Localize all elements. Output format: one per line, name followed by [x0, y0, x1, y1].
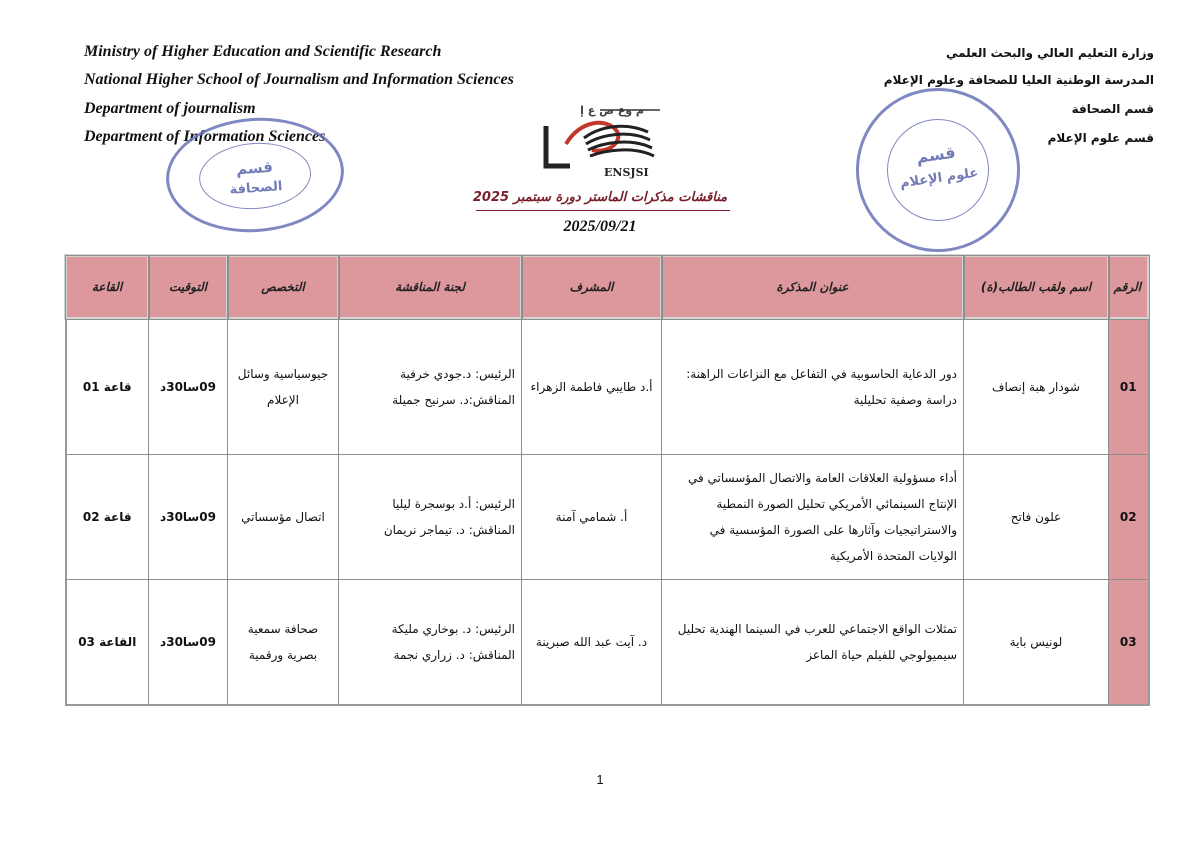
table-header-row	[66, 256, 1149, 319]
table-row	[66, 455, 1149, 580]
ministry-en: Ministry of Higher Education and Scientific Research	[84, 43, 442, 60]
table-row	[66, 319, 1149, 455]
student-name: علون فاتح	[964, 455, 1109, 580]
school-en: National Higher School of Journalism and Information Sciences	[84, 71, 514, 88]
department-journalism-en: Department of journalism	[84, 100, 256, 117]
specialty: جيوسياسية وسائل الإعلام	[228, 319, 339, 455]
committee-examiner: المناقش:د. سرنيح جميلة	[392, 393, 515, 407]
col-header-specialty: التخصص	[228, 256, 339, 319]
table-row	[66, 580, 1149, 705]
row-number: 02	[1109, 455, 1149, 580]
logo-latin-text: ENSJSI	[604, 166, 649, 179]
page-title: مناقشات مذكرات الماستر دورة سبتمبر 2025	[472, 190, 728, 205]
col-header-room: القاعة	[66, 256, 149, 319]
committee	[339, 580, 522, 705]
department-information-ar: قسم علوم الإعلام	[1047, 131, 1154, 145]
student-name: شودار هبة إنصاف	[964, 319, 1109, 455]
time: 09سا30د	[149, 455, 228, 580]
thesis-title: دور الدعاية الحاسوبية في التفاعل مع النزاعات الراهنة: دراسة وصفية تحليلية	[662, 319, 964, 455]
col-header-supervisor: المشرف	[522, 256, 662, 319]
supervisor: أ. شمامي آمنة	[522, 455, 662, 580]
logo-graphic	[540, 100, 666, 180]
committee-president: الرئيس: د.جودي خرفية	[400, 367, 515, 381]
defense-schedule-table	[64, 254, 1150, 706]
committee-president: الرئيس: د. بوخاري مليكة	[391, 621, 515, 636]
department-journalism-ar: قسم الصحافة	[1071, 102, 1154, 116]
col-header-number: الرقم	[1109, 256, 1149, 319]
defense-date: 2025/09/21	[563, 218, 637, 235]
title-underline	[476, 210, 730, 211]
logo-arabic-text: م وع ص ع إ	[580, 104, 644, 117]
stamp-word: قسم	[235, 157, 274, 179]
committee-examiner: المناقش: د. زراري نجمة	[393, 647, 515, 662]
col-header-student: اسم ولقب الطالب(ة)	[964, 256, 1109, 319]
col-header-committee: لجنة المناقشة	[339, 256, 522, 319]
thesis-title: تمثلات الواقع الاجتماعي للعرب في السينما الهندية تحليل سيميولوجي للفيلم حياة الماعز	[662, 580, 964, 705]
col-header-time: التوقيت	[149, 256, 228, 319]
room: قاعة 02	[66, 455, 149, 580]
supervisor: د. آيت عبد الله صبرينة	[522, 580, 662, 705]
col-header-thesis-title: عنوان المذكرة	[662, 256, 964, 319]
information-department-stamp	[845, 77, 1030, 262]
specialty: صحافة سمعية بصرية ورقمية	[228, 580, 339, 705]
row-number: 03	[1109, 580, 1149, 705]
specialty: اتصال مؤسساتي	[228, 455, 339, 580]
time: 09سا30د	[149, 580, 228, 705]
school-logo	[540, 100, 666, 180]
committee	[339, 319, 522, 455]
stamp-word: قسم	[915, 142, 957, 167]
student-name: لونيس باية	[964, 580, 1109, 705]
committee-president: الرئيس: أ.د بوسجرة ليليا	[392, 497, 515, 511]
school-ar: المدرسة الوطنية العليا للصحافة وعلوم الإعلام	[883, 73, 1154, 87]
time: 09سا30د	[149, 319, 228, 455]
row-number: 01	[1109, 319, 1149, 455]
page-number: 1	[596, 772, 604, 787]
committee	[339, 455, 522, 580]
stamp-word: علوم الإعلام	[899, 165, 980, 192]
supervisor: أ.د طايبي فاطمة الزهراء	[522, 319, 662, 455]
ministry-ar: وزارة التعليم العالي والبحث العلمي	[945, 46, 1154, 60]
department-information-en: Department of Information Sciences	[84, 128, 326, 145]
committee-examiner: المناقش: د. تيماجر نريمان	[383, 523, 515, 537]
stamp-word: الصحافة	[229, 179, 283, 198]
room: القاعة 03	[66, 580, 149, 705]
thesis-title: أداء مسؤولية العلاقات العامة والاتصال المؤسساتي في الإنتاج السينمائي الأمريكي تحليل الصورة النمطية والاستراتيجيات وآثارها على الصورة المؤسسية في الولايات المتحدة الأمريكية	[662, 455, 964, 580]
room: قاعة 01	[66, 319, 149, 455]
